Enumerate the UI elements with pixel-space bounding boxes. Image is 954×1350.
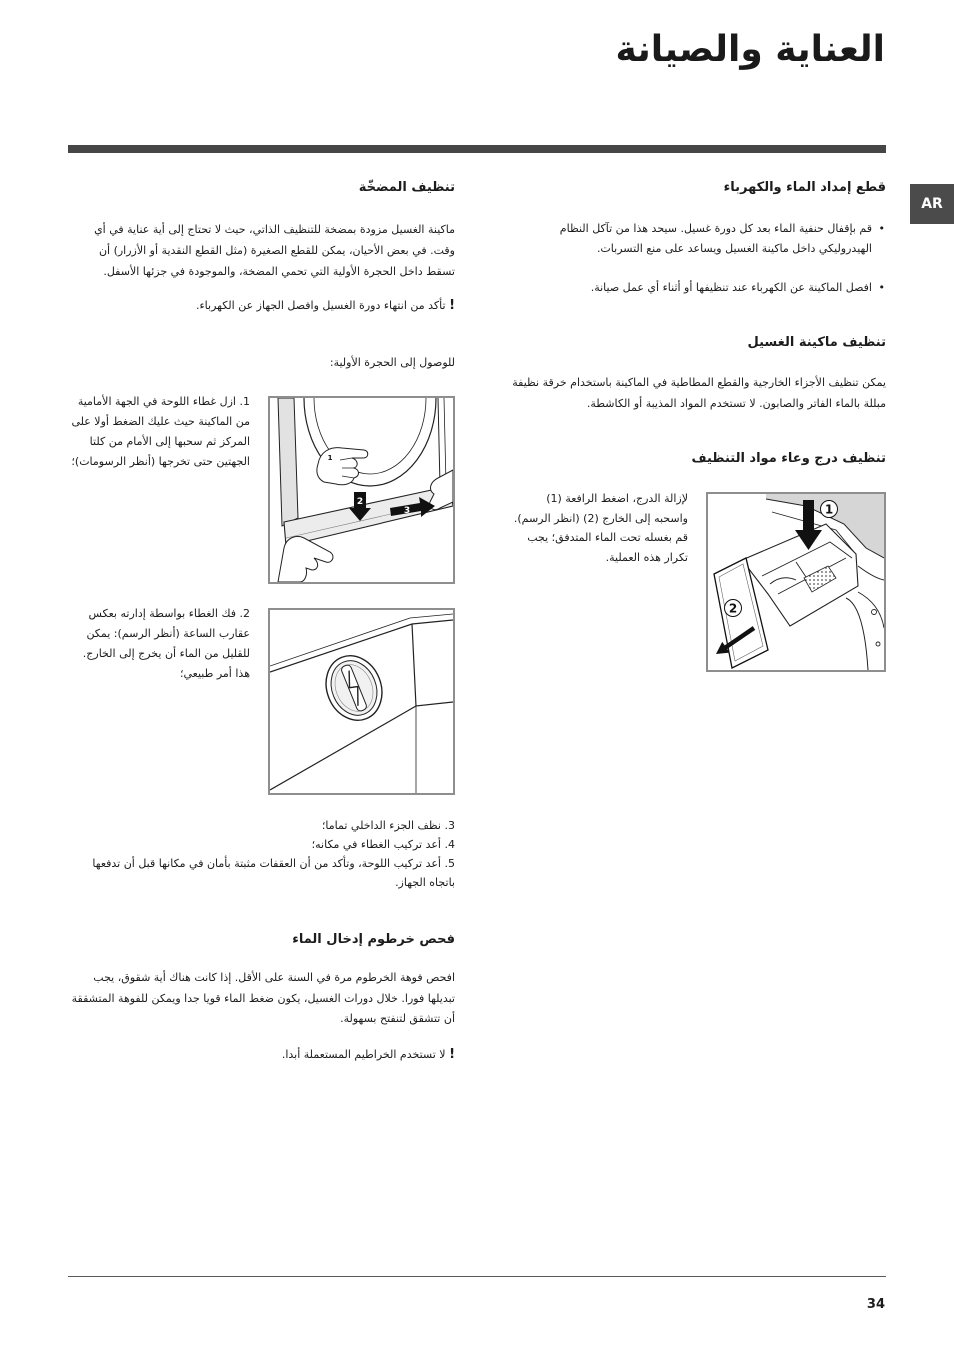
down-label: 2: [356, 496, 364, 507]
pump-cap-illustration: [268, 608, 455, 795]
panel-drawing: [270, 398, 453, 582]
pump-intro-text: ماكينة الغسيل مزودة بمضخة للتنظيف الذاتي، حيث لا تحتاج إلى أية عناية في أي وقت. في بعض الأحيان، يمكن للقطع الصغيرة (مثل القطع النقدية أو الأزرار) أن تسقط داخل الحجرة الأولية التي تحمي المضخة، والموجودة في جزئها الأسفل.: [94, 223, 455, 278]
step-number: 3.: [444, 819, 455, 832]
warning-icon: !: [449, 298, 455, 313]
detergent-drawer: [742, 524, 858, 626]
list-item: [68, 854, 455, 892]
pump-warning: [68, 296, 455, 317]
hose-check-heading: فحص خرطوم إدخال الماء: [292, 931, 455, 947]
step-text: نظف الجزء الداخلي تماما؛: [321, 819, 441, 832]
pull-label: 2: [728, 601, 738, 616]
step-number: 5.: [444, 857, 455, 870]
step-label-lever: [821, 501, 838, 518]
right-column: [512, 178, 886, 672]
step-text: أعد تركيب الغطاء في مكانه؛: [311, 838, 441, 851]
step-number: 1.: [239, 394, 250, 408]
pump-cleaning-heading: تنظيف المضخّة: [358, 180, 455, 195]
list-item: • قم بإقفال حنفية الماء بعد كل دورة غسيل. سيحد هذا من تآكل النظام الهيدروليكي داخل ماكينة الغسيل ويساعد على منع التسربات.: [512, 219, 886, 259]
plinth-panel: [284, 486, 453, 546]
pump-cap: [317, 647, 392, 728]
step-text: أعد تركيب اللوحة، وتأكد من أن العقفات مثبتة بأمان في مكانها قبل أن تدفعها باتجاه الجهاز.: [92, 857, 455, 889]
step-number: 4.: [444, 838, 455, 851]
step-1: [68, 392, 250, 473]
page-title: العناية والصيانة: [615, 29, 885, 70]
step-text: ازل غطاء اللوحة في الجهة الأمامية من الماكينة حيث عليك الضغط أولا على المركز ثم سحبها إلى الأمام من كلتا الجهتين حتى تخرجها (أنظر الرسومات)؛: [71, 394, 250, 469]
drawer-cleaning-heading: تنظيف درج وعاء مواد التنظيف: [691, 451, 886, 466]
pull-label: 3: [403, 505, 411, 516]
step-text: فك الغطاء بواسطة إدارته بعكس عقارب الساعة (أنظر الرسم): يمكن للقليل من الماء أن يخرج إلى الخارج. هذا أمر طبيعي؛: [82, 606, 250, 681]
supply-heading: قطع إمداد الماء والكهرباء: [723, 180, 886, 195]
step-1-row: [68, 396, 455, 584]
hand-icon: [430, 470, 453, 510]
machine-cleaning-heading: تنظيف ماكينة الغسيل: [747, 335, 886, 350]
step-2-row: [68, 608, 455, 795]
drawer-section: [512, 492, 886, 672]
panel-removal-illustration: [268, 396, 455, 584]
hand-icon: [317, 447, 368, 484]
page-number: 34: [866, 1297, 885, 1312]
step-label-pull: [725, 600, 742, 617]
remaining-steps-list: [68, 816, 455, 892]
pump-cap-drawing: [270, 610, 453, 793]
left-column: [68, 178, 455, 1066]
list-item: [68, 835, 455, 854]
step-number: 2.: [239, 606, 250, 620]
hose-check-text: افحص فوهة الخرطوم مرة في السنة على الأقل. إذا كانت هناك أية شقوق، يجب تبديلها فورا. خلال دورات الغسيل، يكون ضغط الماء قويا جدا ويمكن للفوهة المتشققة أن تتشقق لتنفتح بسهولة.: [71, 971, 455, 1025]
language-tab: AR: [910, 184, 954, 224]
drawer-drawing: [708, 494, 884, 670]
drawer-remove-text: لإزالة الدرج، اضغط الرافعة (1) واسحبه إلى الخارج (2) (انظر الرسم).: [513, 492, 688, 525]
drawer-instructions: [512, 489, 688, 567]
drawer-removal-illustration: [706, 492, 886, 672]
warning-icon: !: [449, 1047, 455, 1062]
machine-cleaning-text: يمكن تنظيف الأجزاء الخارجية والقطع المطاطية في الماكينة باستخدام خرقة نظيفة مبللة بالماء الفاتر والصابون. لا تستخدم المواد المذيبة أو الكاشطة.: [512, 376, 886, 410]
pump-warning-text: تأكد من انتهاء دورة الغسيل وافصل الجهاز عن الكهرباء.: [196, 299, 446, 312]
hose-warning-text: لا تستخدم الخراطيم المستعملة أبدا.: [281, 1048, 446, 1061]
press-label: 1: [327, 453, 333, 462]
step-2: [68, 604, 250, 685]
access-intro: للوصول إلى الحجرة الأولية:: [329, 355, 455, 369]
list-item: [68, 816, 455, 835]
list-item: • افصل الماكينة عن الكهرباء عند تنظيفها أو أثناء أي عمل صيانة.: [512, 278, 886, 298]
footer-rule: [68, 1276, 886, 1277]
title-rule: [68, 145, 886, 153]
hand-icon: [278, 536, 333, 582]
drawer-wash-text: قم بغسله تحت الماء المتدفق؛ يجب تكرار هذه العملية.: [527, 531, 688, 564]
lever-label: 1: [824, 502, 834, 517]
hose-warning: [68, 1045, 455, 1066]
supply-bullet-list: [512, 219, 886, 298]
